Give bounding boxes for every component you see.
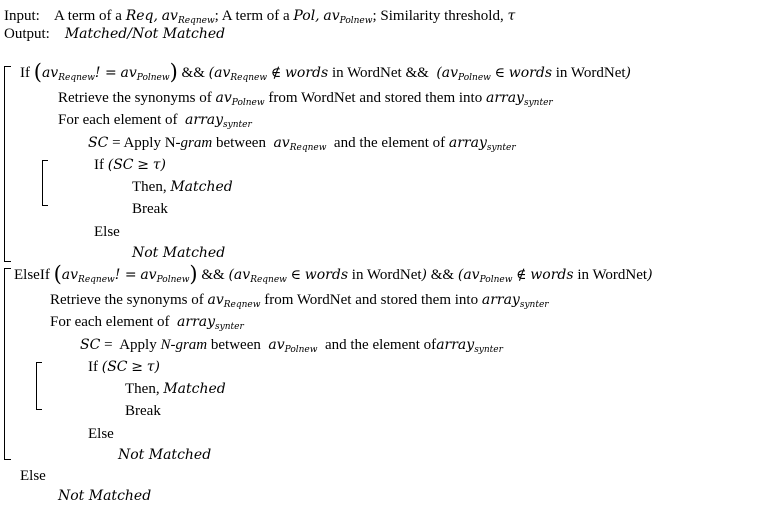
elseif-block-bracket <box>4 268 11 460</box>
inner-if-bracket-2 <box>36 362 42 410</box>
for-each-line-1: For each element of array$_{synter}$ <box>58 112 252 130</box>
inner-if-line-2: If (SC ≥ τ) <box>88 359 160 375</box>
input-label: Input: <box>4 8 40 24</box>
sc-line-2: SC = Apply N-gram between $av_{Polnew}$ and the element ofarray$_{synter}$ <box>80 337 503 355</box>
inner-if-line-1: If (SC ≥ τ) <box>94 157 166 173</box>
else-line-2: Else <box>88 426 114 442</box>
input-line: Input: A term of a Req, $av_{Reqnew}$; A term of a Pol, $av_{Polnew}$; Similarity threshold, τ <box>4 8 516 26</box>
elseif-condition-line: ElseIf ($av_{Reqnew}$! = $av_{Polnew}$) && ($av_{Reqnew}$ ∈ words in WordNet) && ($av_{Polnew}$ ∉ words in WordNet) <box>14 262 653 286</box>
for-each-line-2: For each element of array$_{synter}$ <box>50 314 244 332</box>
not-matched-line-2: Not Matched <box>118 447 212 463</box>
retrieve-line-1: Retrieve the synonyms of $av_{Polnew}$ from WordNet and stored them into array$_{synter}$ <box>58 90 553 108</box>
break-line-1: Break <box>132 201 168 217</box>
break-line-2: Break <box>125 403 161 419</box>
then-line-2: Then, Matched <box>125 381 226 397</box>
output-line <box>4 24 225 44</box>
retrieve-line-2: Retrieve the synonyms of $av_{Reqnew}$ from WordNet and stored them into array$_{synter}$ <box>50 292 549 310</box>
not-matched-line-1: Not Matched <box>132 245 226 261</box>
inner-if-bracket-1 <box>42 160 48 206</box>
not-matched-line-final: Not Matched <box>58 488 152 504</box>
output-label: Output: <box>4 26 50 42</box>
else-line-1: Else <box>94 224 120 240</box>
sc-line-1: SC = Apply N-gram between $av_{Reqnew}$ and the element of array$_{synter}$ <box>88 135 516 153</box>
if-block-bracket <box>4 66 11 262</box>
output-value: Matched/Not Matched <box>64 26 226 42</box>
then-line-1: Then, Matched <box>132 179 233 195</box>
if-condition-line: If ($av_{Reqnew}$! = $av_{Polnew}$) && ($av_{Reqnew}$ ∉ words in WordNet && ($av_{Polnew}$ ∈ words in WordNet) <box>20 60 631 84</box>
else-line-final: Else <box>20 468 46 484</box>
